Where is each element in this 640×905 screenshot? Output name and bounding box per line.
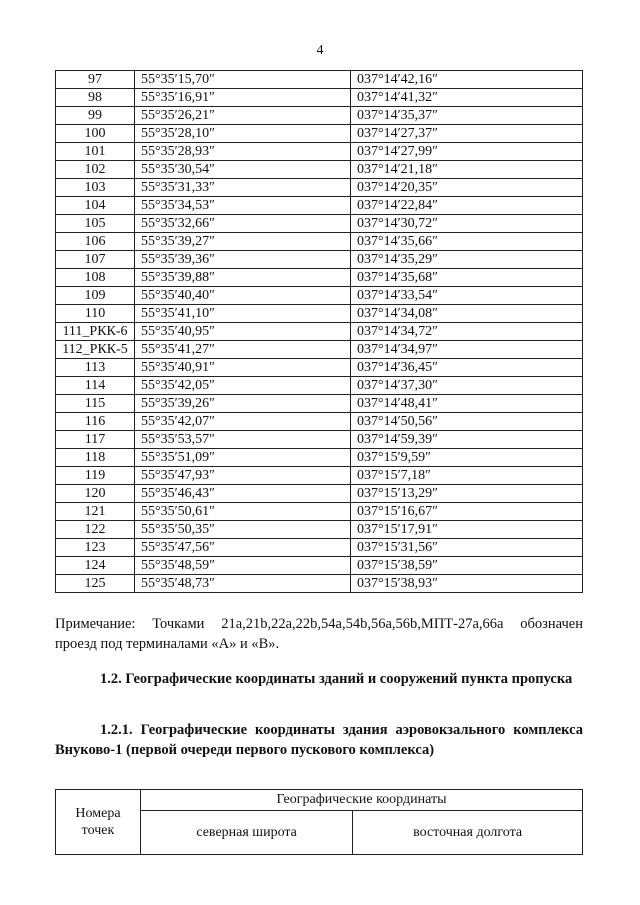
point-number-cell: 124 bbox=[56, 557, 135, 575]
points-header-line2: точек bbox=[81, 823, 115, 838]
table-row bbox=[56, 557, 583, 575]
latitude-cell: 55°35′34,53″ bbox=[135, 197, 351, 215]
latitude-cell: 55°35′42,07″ bbox=[135, 413, 351, 431]
points-header-line1: Номера bbox=[75, 806, 121, 821]
latitude-cell: 55°35′28,10″ bbox=[135, 125, 351, 143]
longitude-cell: 037°14′34,72″ bbox=[351, 323, 583, 341]
longitude-cell: 037°14′34,97″ bbox=[351, 341, 583, 359]
longitude-cell: 037°14′50,56″ bbox=[351, 413, 583, 431]
table-row bbox=[56, 269, 583, 287]
latitude-cell: 55°35′26,21″ bbox=[135, 107, 351, 125]
longitude-cell: 037°14′27,37″ bbox=[351, 125, 583, 143]
coordinates-table-body bbox=[56, 71, 583, 593]
point-number-cell: 115 bbox=[56, 395, 135, 413]
longitude-cell: 037°15′17,91″ bbox=[351, 521, 583, 539]
longitude-cell: 037°14′35,66″ bbox=[351, 233, 583, 251]
table-row bbox=[56, 305, 583, 323]
latitude-cell: 55°35′41,27″ bbox=[135, 341, 351, 359]
east-longitude-header: восточная долгота bbox=[353, 811, 583, 855]
table-row bbox=[56, 359, 583, 377]
latitude-cell: 55°35′50,35″ bbox=[135, 521, 351, 539]
longitude-cell: 037°15′38,59″ bbox=[351, 557, 583, 575]
point-number-cell: 114 bbox=[56, 377, 135, 395]
longitude-cell: 037°14′48,41″ bbox=[351, 395, 583, 413]
point-number-cell: 106 bbox=[56, 233, 135, 251]
longitude-cell: 037°15′38,93″ bbox=[351, 575, 583, 593]
point-number-cell: 125 bbox=[56, 575, 135, 593]
point-number-cell: 97 bbox=[56, 71, 135, 89]
longitude-cell: 037°14′34,08″ bbox=[351, 305, 583, 323]
point-number-cell: 117 bbox=[56, 431, 135, 449]
section-heading-1-2: 1.2. Географические координаты зданий и сооружений пункта пропуска bbox=[100, 671, 573, 687]
table-row bbox=[56, 125, 583, 143]
longitude-cell: 037°15′7,18″ bbox=[351, 467, 583, 485]
table-row bbox=[56, 431, 583, 449]
latitude-cell: 55°35′31,33″ bbox=[135, 179, 351, 197]
latitude-cell: 55°35′39,27″ bbox=[135, 233, 351, 251]
table-row bbox=[56, 71, 583, 89]
table-row bbox=[56, 377, 583, 395]
point-number-cell: 119 bbox=[56, 467, 135, 485]
north-latitude-header: северная широта bbox=[141, 811, 353, 855]
longitude-cell: 037°14′27,99″ bbox=[351, 143, 583, 161]
longitude-cell: 037°15′31,56″ bbox=[351, 539, 583, 557]
point-number-cell: 122 bbox=[56, 521, 135, 539]
longitude-cell: 037°15′16,67″ bbox=[351, 503, 583, 521]
longitude-cell: 037°14′20,35″ bbox=[351, 179, 583, 197]
point-number-cell: 103 bbox=[56, 179, 135, 197]
section-heading-1-2-1: 1.2.1. Географические координаты здания аэровокзального комплекса Внуково-1 (первой очереди первого пускового комплекса) bbox=[55, 722, 583, 758]
point-number-cell: 99 bbox=[56, 107, 135, 125]
table-row bbox=[56, 287, 583, 305]
point-number-cell: 109 bbox=[56, 287, 135, 305]
point-number-cell: 101 bbox=[56, 143, 135, 161]
latitude-cell: 55°35′40,91″ bbox=[135, 359, 351, 377]
table-row bbox=[56, 161, 583, 179]
longitude-cell: 037°15′9,59″ bbox=[351, 449, 583, 467]
longitude-cell: 037°14′36,45″ bbox=[351, 359, 583, 377]
latitude-cell: 55°35′28,93″ bbox=[135, 143, 351, 161]
latitude-cell: 55°35′50,61″ bbox=[135, 503, 351, 521]
latitude-cell: 55°35′16,91″ bbox=[135, 89, 351, 107]
building-coordinates-table-header bbox=[55, 789, 583, 855]
latitude-cell: 55°35′40,95″ bbox=[135, 323, 351, 341]
latitude-cell: 55°35′48,59″ bbox=[135, 557, 351, 575]
table-row bbox=[56, 143, 583, 161]
table-row bbox=[56, 503, 583, 521]
longitude-cell: 037°14′35,29″ bbox=[351, 251, 583, 269]
table-row bbox=[56, 179, 583, 197]
table-row bbox=[56, 521, 583, 539]
point-number-cell: 121 bbox=[56, 503, 135, 521]
points-column-header bbox=[56, 790, 141, 855]
point-number-cell: 100 bbox=[56, 125, 135, 143]
coordinates-table bbox=[55, 70, 583, 593]
latitude-cell: 55°35′51,09″ bbox=[135, 449, 351, 467]
latitude-cell: 55°35′46,43″ bbox=[135, 485, 351, 503]
latitude-cell: 55°35′15,70″ bbox=[135, 71, 351, 89]
table-row bbox=[56, 107, 583, 125]
table-row bbox=[56, 485, 583, 503]
table-row bbox=[56, 233, 583, 251]
point-number-cell: 123 bbox=[56, 539, 135, 557]
longitude-cell: 037°14′35,37″ bbox=[351, 107, 583, 125]
latitude-cell: 55°35′47,93″ bbox=[135, 467, 351, 485]
latitude-cell: 55°35′47,56″ bbox=[135, 539, 351, 557]
latitude-cell: 55°35′30,54″ bbox=[135, 161, 351, 179]
table-row bbox=[56, 467, 583, 485]
longitude-cell: 037°15′13,29″ bbox=[351, 485, 583, 503]
point-number-cell: 104 bbox=[56, 197, 135, 215]
latitude-cell: 55°35′40,40″ bbox=[135, 287, 351, 305]
latitude-cell: 55°35′48,73″ bbox=[135, 575, 351, 593]
table-row bbox=[56, 197, 583, 215]
longitude-cell: 037°14′41,32″ bbox=[351, 89, 583, 107]
longitude-cell: 037°14′21,18″ bbox=[351, 161, 583, 179]
table-row bbox=[56, 539, 583, 557]
table-row bbox=[56, 251, 583, 269]
point-number-cell: 116 bbox=[56, 413, 135, 431]
table-row bbox=[56, 395, 583, 413]
point-number-cell: 120 bbox=[56, 485, 135, 503]
table-row bbox=[56, 215, 583, 233]
geo-coordinates-group-header: Географические координаты bbox=[141, 790, 583, 811]
table-note: Примечание: Точками 21а,21b,22а,22b,54а,54b,56а,56b,МПТ-27а,66а обозначен проезд под терминалами «А» и «В». bbox=[55, 616, 583, 652]
latitude-cell: 55°35′41,10″ bbox=[135, 305, 351, 323]
table-row bbox=[56, 413, 583, 431]
point-number-cell: 118 bbox=[56, 449, 135, 467]
point-number-cell: 111_РКК-6 bbox=[56, 323, 135, 341]
table-row bbox=[56, 449, 583, 467]
table-row bbox=[56, 89, 583, 107]
longitude-cell: 037°14′37,30″ bbox=[351, 377, 583, 395]
page-number: 4 bbox=[316, 43, 324, 58]
point-number-cell: 105 bbox=[56, 215, 135, 233]
point-number-cell: 108 bbox=[56, 269, 135, 287]
table-row bbox=[56, 341, 583, 359]
point-number-cell: 110 bbox=[56, 305, 135, 323]
longitude-cell: 037°14′22,84″ bbox=[351, 197, 583, 215]
latitude-cell: 55°35′39,36″ bbox=[135, 251, 351, 269]
latitude-cell: 55°35′39,88″ bbox=[135, 269, 351, 287]
longitude-cell: 037°14′35,68″ bbox=[351, 269, 583, 287]
table-row bbox=[56, 575, 583, 593]
latitude-cell: 55°35′32,66″ bbox=[135, 215, 351, 233]
latitude-cell: 55°35′53,57″ bbox=[135, 431, 351, 449]
point-number-cell: 112_РКК-5 bbox=[56, 341, 135, 359]
latitude-cell: 55°35′39,26″ bbox=[135, 395, 351, 413]
latitude-cell: 55°35′42,05″ bbox=[135, 377, 351, 395]
table-row bbox=[56, 323, 583, 341]
point-number-cell: 102 bbox=[56, 161, 135, 179]
point-number-cell: 98 bbox=[56, 89, 135, 107]
longitude-cell: 037°14′59,39″ bbox=[351, 431, 583, 449]
point-number-cell: 113 bbox=[56, 359, 135, 377]
longitude-cell: 037°14′30,72″ bbox=[351, 215, 583, 233]
longitude-cell: 037°14′33,54″ bbox=[351, 287, 583, 305]
longitude-cell: 037°14′42,16″ bbox=[351, 71, 583, 89]
point-number-cell: 107 bbox=[56, 251, 135, 269]
